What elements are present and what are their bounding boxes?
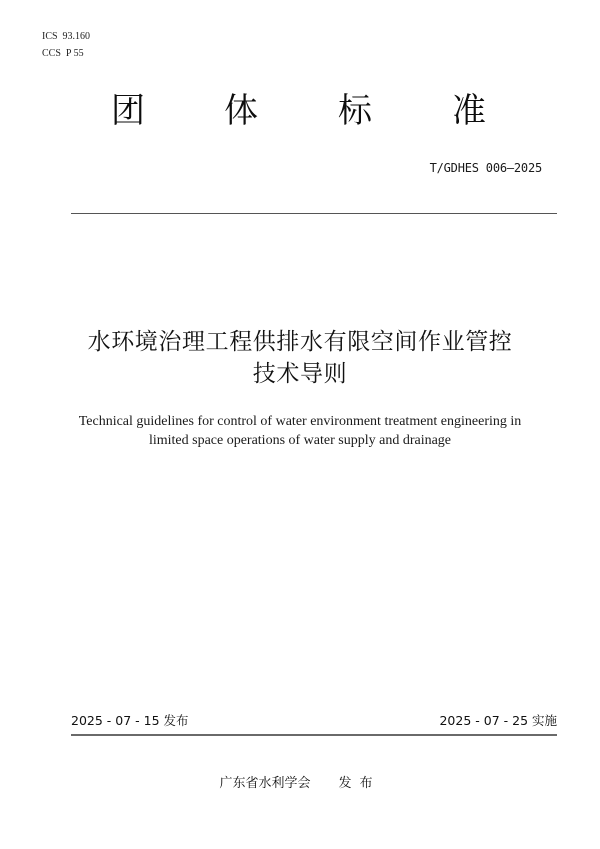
chinese-title bbox=[0, 326, 600, 390]
english-title-line-2: limited space operations of water supply and drainage bbox=[148, 433, 452, 448]
ics-code: ICS 93.160 bbox=[42, 31, 91, 42]
publisher-action: 发布 bbox=[338, 776, 381, 791]
document-type-heading bbox=[0, 88, 600, 134]
implementation-date: 2025 - 07 - 25 实施 bbox=[439, 713, 557, 728]
classification-codes bbox=[42, 28, 90, 62]
doc-type-char: 团 bbox=[111, 91, 145, 131]
chinese-title-line-2: 技术导则 bbox=[252, 361, 348, 387]
publisher-line bbox=[0, 775, 600, 793]
chinese-title-line-1: 水环境治理工程供排水有限空间作业管控 bbox=[87, 329, 513, 355]
doc-type-char: 标 bbox=[338, 91, 372, 131]
top-divider bbox=[71, 213, 557, 214]
english-title-line-1: Technical guidelines for control of water environment treatment engineering in bbox=[78, 414, 522, 429]
issue-date: 2025 - 07 - 15 发布 bbox=[71, 713, 189, 728]
ccs-code: CCS P 55 bbox=[42, 48, 84, 59]
english-title bbox=[0, 412, 600, 450]
standard-number: T/GDHES 006—2025 bbox=[429, 161, 542, 175]
publisher-organization: 广东省水利学会 bbox=[219, 776, 311, 791]
doc-type-char: 体 bbox=[224, 91, 258, 131]
bottom-divider bbox=[71, 734, 557, 736]
doc-type-char: 准 bbox=[452, 91, 486, 131]
